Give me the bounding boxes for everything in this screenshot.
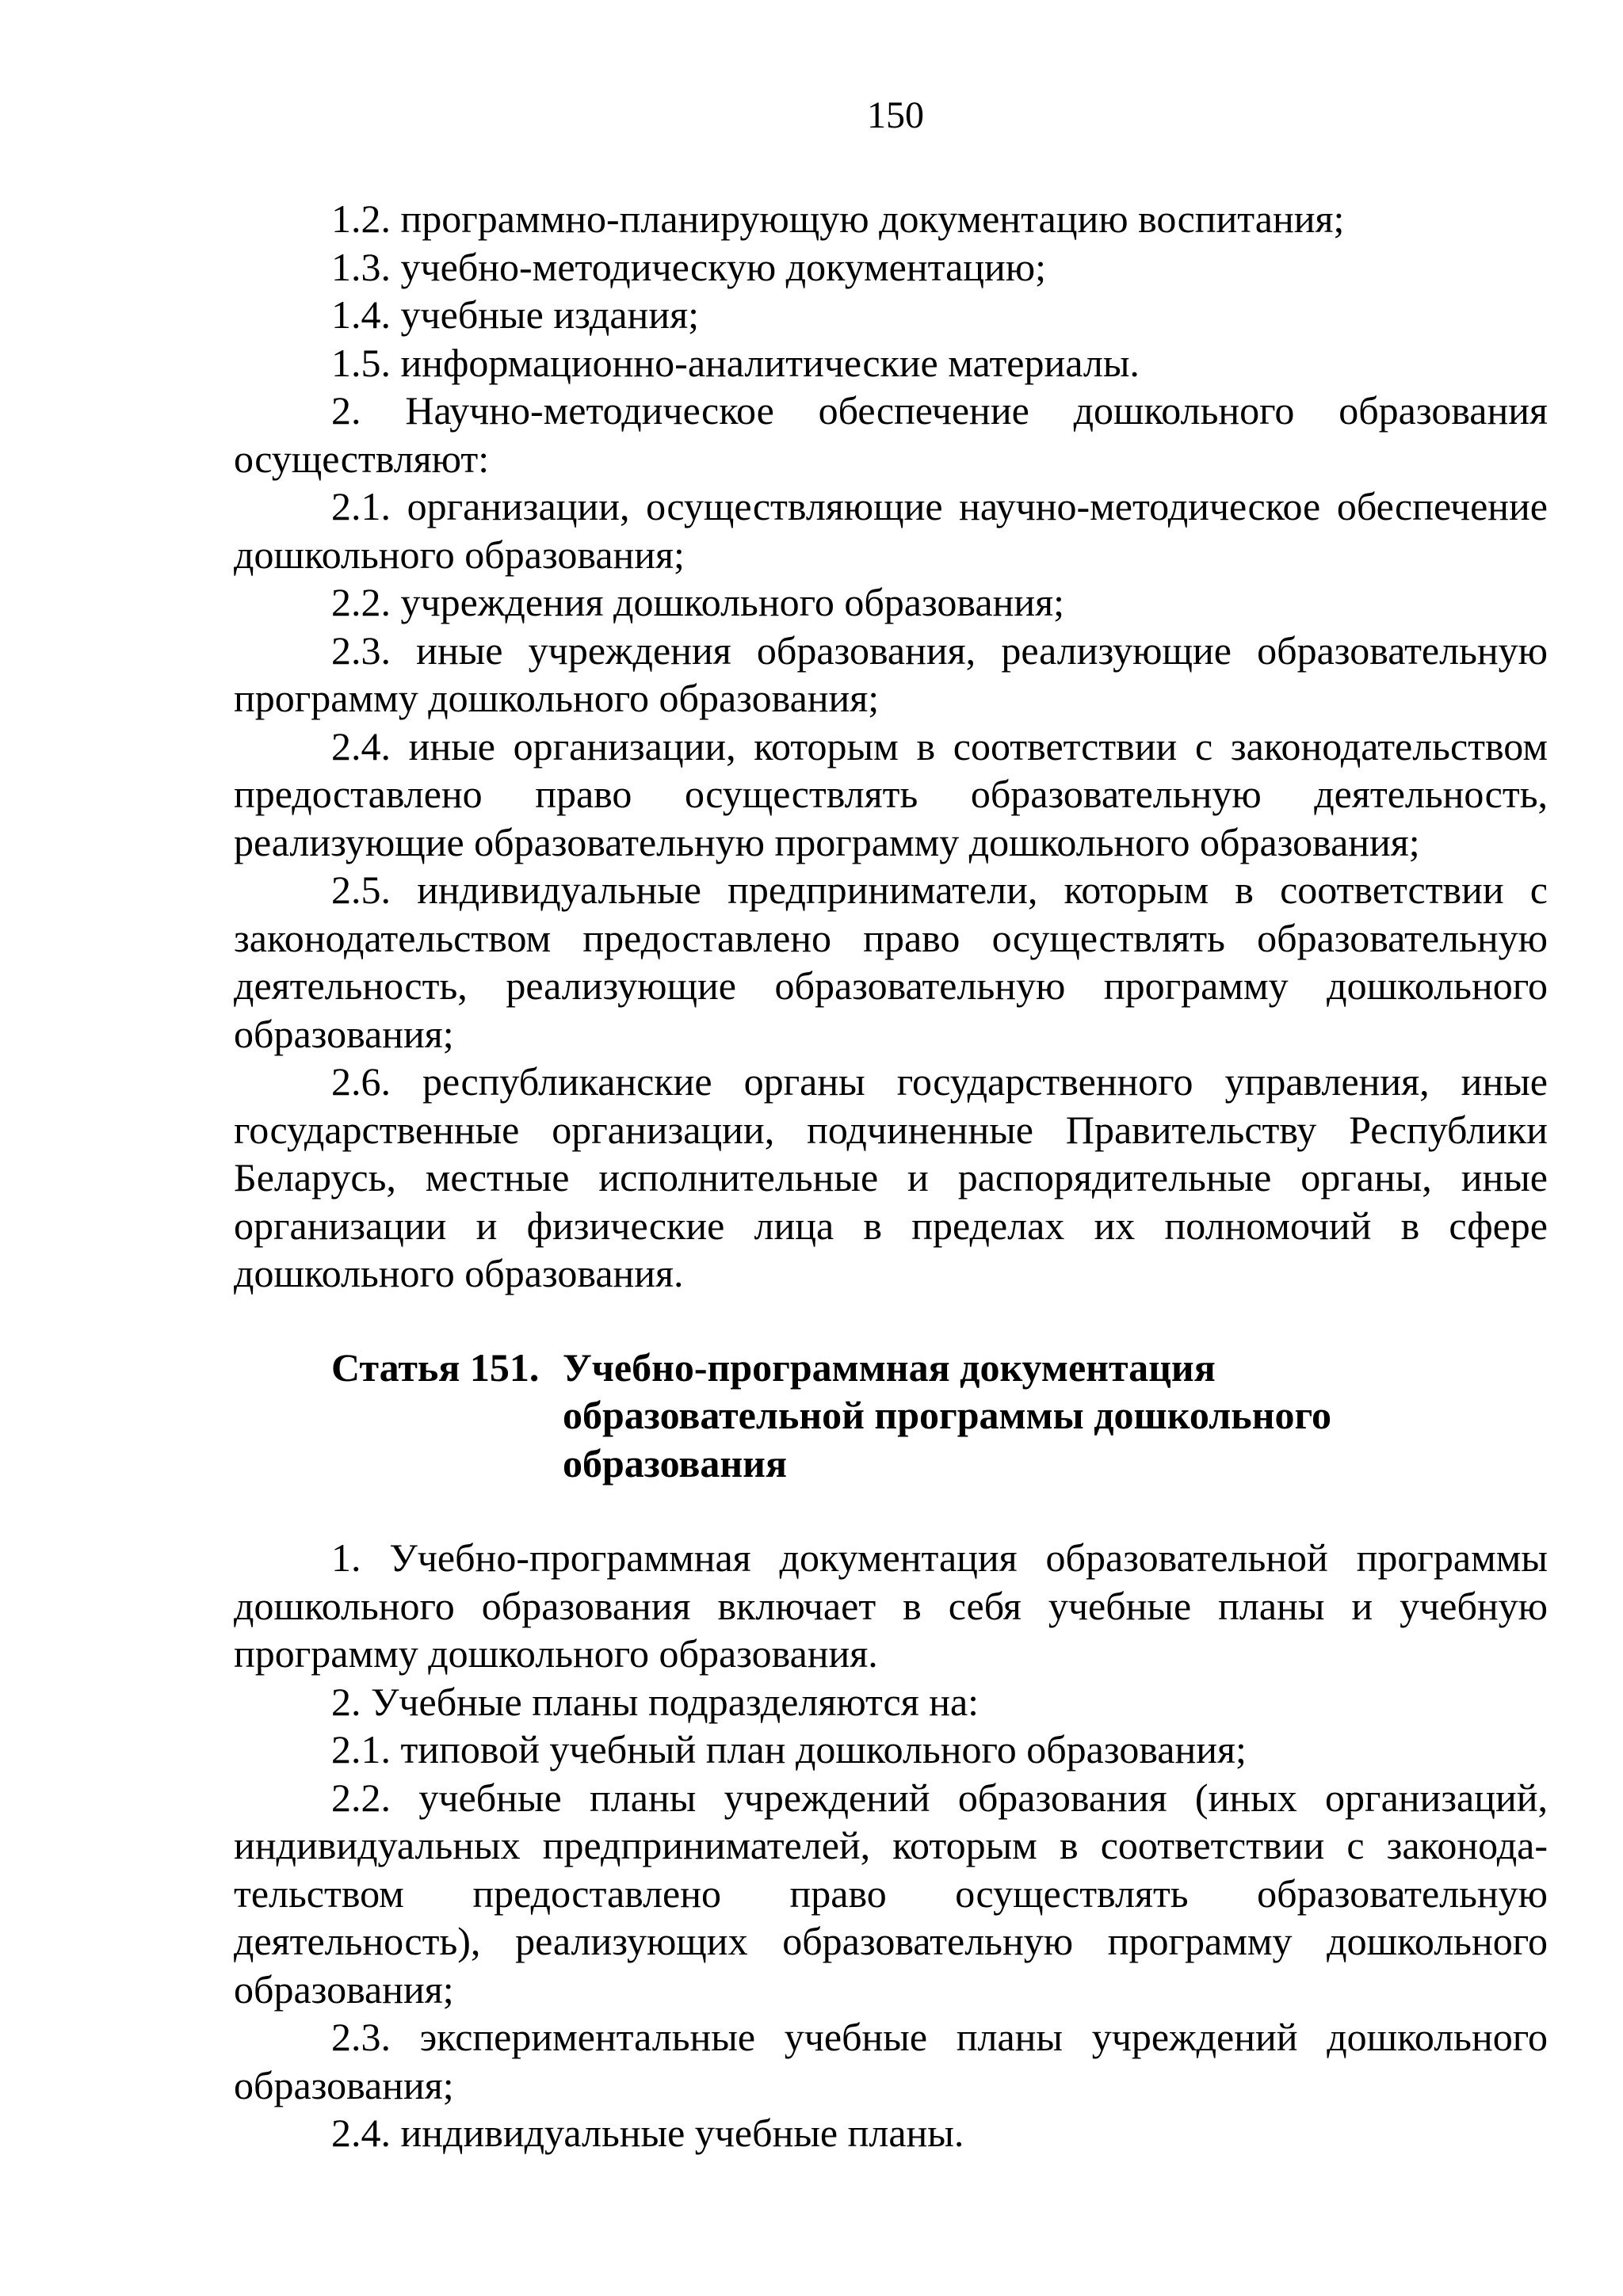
- paragraph-1-2: 1.2. программно-планирующую документацию воспитания;: [331, 196, 1345, 241]
- paragraph-b-2: 2. Учебные планы подразделяются на:: [331, 1679, 980, 1724]
- paragraph-2-5: 2.5. индивидуальные предприниматели, которым в соответствии с законодательством предоставлено право осуществлять образовательную деятельность, реализующие образовательную программу дошкольного образования;: [234, 868, 1548, 1056]
- page-number: 150: [867, 94, 924, 136]
- paragraph-2-6: 2.6. республиканские органы государственного управления, иные государственные организации, подчиненные Правительству Республики Беларусь, местные исполнительные и распорядительные органы, иные организации и физические лица в пределах их полномочий в сфере дошкольного образования.: [234, 1059, 1548, 1295]
- paragraph-1-3: 1.3. учебно-методическую документацию;: [331, 244, 1047, 289]
- article-title: Учебно-программная документация образовательной программы дошкольного образования: [563, 1344, 1331, 1486]
- paragraph-b-2-2: 2.2. учебные планы учреждений образования (иных организаций, индивидуальных предпринимателей, которым в соответствии с законодательством предоставлено право осуществлять образовательную деятельность), реализующих образовательную программу дошкольного образования;: [234, 1775, 1548, 2012]
- article-heading: [234, 1344, 1548, 1488]
- article-number: Статья 151.: [331, 1344, 540, 1390]
- paragraph-b-2-1: 2.1. типовой учебный план дошкольного образования;: [331, 1727, 1247, 1772]
- paragraph-2-1: 2.1. организации, осуществляющие научно-методическое обеспечение дошкольного образования;: [234, 484, 1548, 577]
- paragraph-b-2-3: 2.3. экспериментальные учебные планы учреждений дошкольного образования;: [234, 2015, 1548, 2107]
- paragraph-1-5: 1.5. информационно-аналитические материалы.: [331, 340, 1140, 385]
- paragraph-2-3: 2.3. иные учреждения образования, реализующие образовательную программу дошкольного образования;: [234, 627, 1548, 720]
- paragraph-b-2-4: 2.4. индивидуальные учебные планы.: [331, 2111, 964, 2155]
- document-body: [234, 195, 1548, 2157]
- paragraph-2: 2. Научно-методическое обеспечение дошкольного образования осуществляют:: [234, 388, 1548, 481]
- paragraph-b-1: 1. Учебно-программная документация образовательной программы дошкольного образования включает в себя учебные планы и учебную программу дошкольного образования.: [234, 1535, 1548, 1676]
- paragraph-2-4: 2.4. иные организации, которым в соответствии с законодательством предоставлено право осуществлять образовательную деятельность, реализующие образовательную программу дошкольного образования;: [234, 723, 1548, 864]
- paragraph-1-4: 1.4. учебные издания;: [331, 292, 699, 337]
- paragraph-2-2: 2.2. учреждения дошкольного образования;: [331, 580, 1064, 624]
